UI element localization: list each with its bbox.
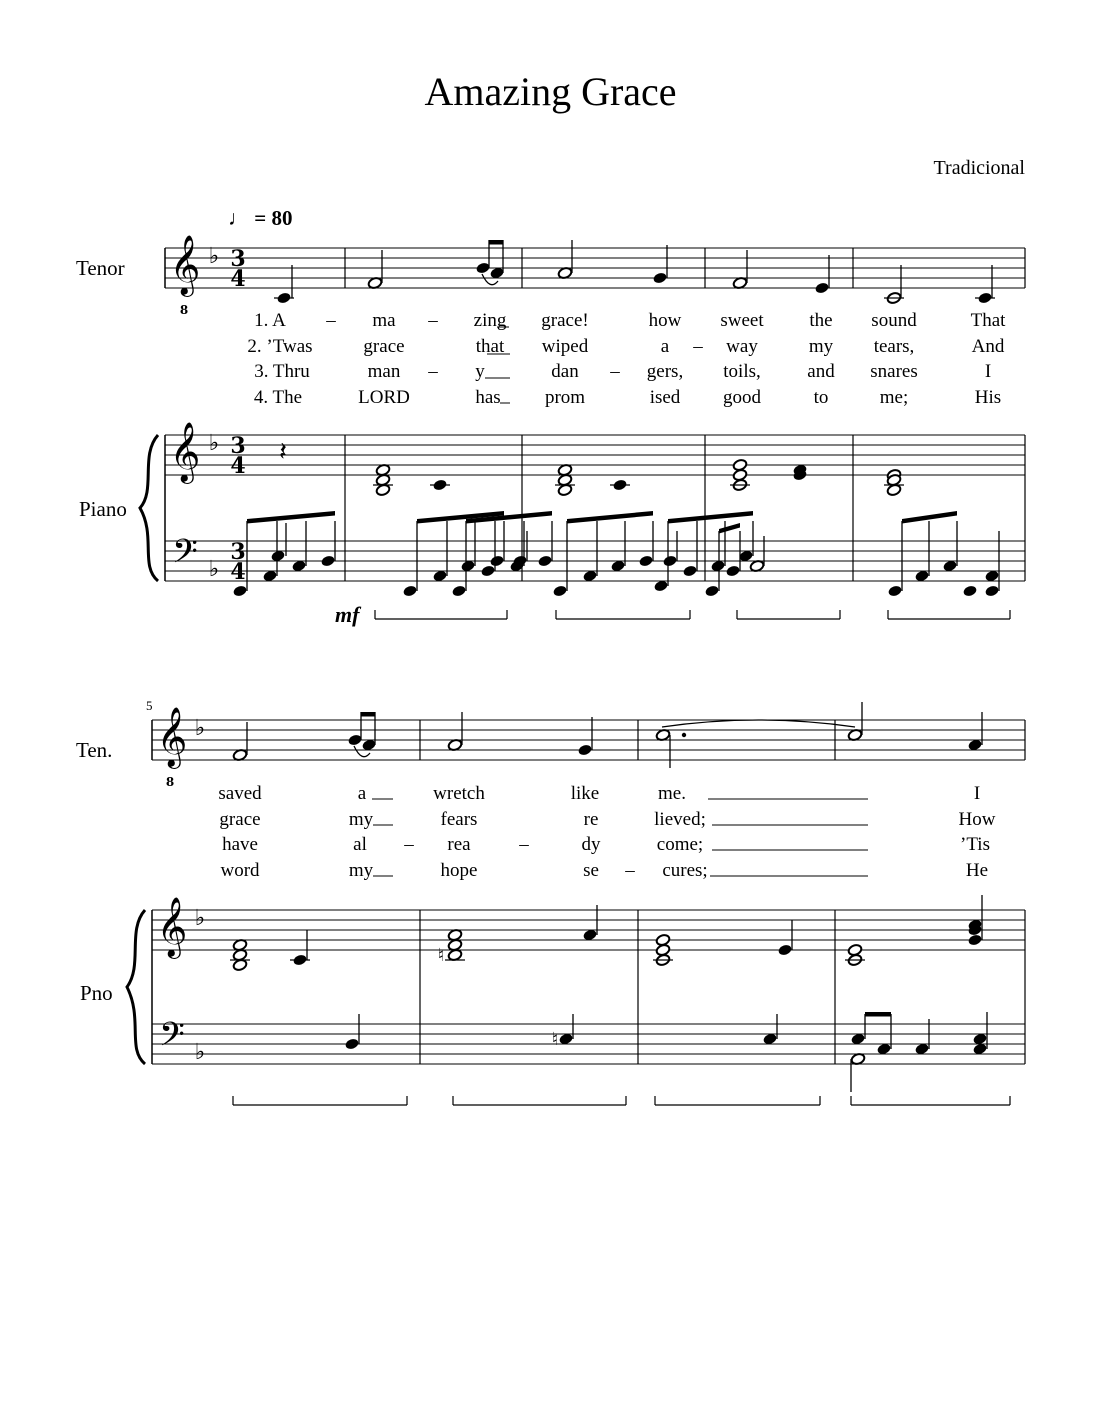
lyric-syllable: grace — [363, 336, 405, 357]
note-head — [962, 584, 977, 597]
flat-sign-icon: ♭ — [194, 1040, 206, 1065]
composer-credit: Tradicional — [933, 157, 1025, 179]
octave-marker: 8 — [165, 775, 175, 789]
lyric-syllable: tears, — [873, 336, 915, 357]
lyric-syllable: me. — [658, 783, 686, 804]
lyric-syllable: y — [475, 361, 485, 382]
lyric-syllable: my — [348, 860, 374, 881]
treble-clef-icon: 𝄞 — [156, 897, 188, 957]
note-head — [814, 281, 829, 294]
beam — [361, 712, 375, 717]
flat-sign-icon: ♭ — [194, 906, 206, 931]
treble-clef-icon: 𝄞 — [156, 707, 188, 767]
instrument-label-piano: Piano — [79, 497, 127, 521]
note-head — [682, 564, 697, 577]
lyric-syllable: prom — [544, 387, 586, 408]
note-head — [577, 743, 592, 756]
note-head — [537, 554, 552, 567]
lyric-syllable: 1. A — [254, 310, 286, 331]
lyric-syllable: fears — [440, 809, 478, 830]
beam — [567, 511, 653, 524]
piano-brace — [127, 910, 145, 1064]
bass-clef-icon: 𝄢 — [172, 533, 198, 579]
lyric-syllable: wiped — [541, 336, 589, 357]
lyric-syllable: And — [971, 336, 1005, 357]
beam — [719, 523, 740, 534]
lyric-syllable: LORD — [358, 387, 410, 408]
time-signature-numerator: 3 — [230, 539, 246, 565]
lyric-syllable: He — [965, 860, 989, 881]
bass-clef-icon: 𝄢 — [159, 1016, 185, 1062]
lyric-syllable: rea — [447, 834, 471, 855]
lyric-syllable: I — [984, 361, 992, 382]
beam — [865, 1012, 891, 1017]
natural-sign-icon: ♮ — [437, 945, 445, 966]
lyric-syllable: my — [808, 336, 834, 357]
note-head — [480, 564, 495, 577]
lyric-syllable: way — [726, 336, 758, 357]
lyric-syllable: a — [660, 336, 670, 357]
note-head — [777, 943, 792, 956]
lyric-syllable: dy — [581, 834, 601, 855]
time-signature-numerator: 3 — [230, 246, 246, 272]
instrument-label-tenor-short: Ten. — [76, 738, 113, 762]
note-head — [552, 584, 567, 597]
lyric-syllable: grace — [219, 809, 261, 830]
lyric-syllable: zing — [473, 310, 507, 331]
time-signature-denominator: 4 — [230, 453, 246, 479]
lyric-syllable: have — [222, 834, 258, 855]
slur — [662, 720, 855, 727]
lyric-syllable: wretch — [433, 783, 485, 804]
lyric-hyphen: – — [428, 310, 438, 331]
beam — [247, 511, 335, 524]
lyric-syllable: hope — [440, 860, 478, 881]
lyric-syllable: 4. The — [253, 387, 303, 408]
treble-clef-icon: 𝄞 — [169, 422, 201, 482]
lyric-syllable: lieved; — [654, 809, 706, 830]
lyric-syllable: how — [648, 310, 682, 331]
lyric-syllable: good — [723, 387, 761, 408]
lyric-syllable: a — [357, 783, 367, 804]
tempo-marking: ♩ = 80 — [228, 206, 293, 230]
note-head — [887, 584, 902, 597]
lyric-syllable: al — [353, 834, 367, 855]
lyric-syllable: toils, — [723, 361, 761, 382]
lyric-hyphen: – — [625, 860, 635, 881]
time-signature-denominator: 4 — [230, 266, 246, 292]
dot — [682, 733, 686, 737]
note-head — [320, 554, 335, 567]
lyric-syllable: like — [570, 783, 600, 804]
note-head — [662, 554, 677, 567]
lyric-syllable: ’Tis — [960, 834, 990, 855]
lyric-hyphen: – — [428, 361, 438, 382]
lyric-syllable: has — [475, 387, 501, 408]
note-head — [704, 584, 719, 597]
note-head — [489, 554, 504, 567]
lyric-syllable: ised — [649, 387, 681, 408]
instrument-label-tenor: Tenor — [76, 256, 125, 280]
beam — [489, 240, 503, 245]
lyric-syllable: re — [583, 809, 599, 830]
lyric-syllable: How — [958, 809, 996, 830]
lyric-syllable: grace! — [541, 310, 589, 331]
lyric-syllable: and — [807, 361, 835, 382]
lyric-syllable: se — [583, 860, 599, 881]
lyric-syllable: word — [220, 860, 260, 881]
flat-sign-icon: ♭ — [208, 244, 220, 269]
lyric-syllable: that — [475, 336, 505, 357]
flat-sign-icon: ♭ — [194, 716, 206, 741]
lyric-syllable: sound — [871, 310, 917, 331]
lyric-syllable: That — [970, 310, 1006, 331]
flat-sign-icon: ♭ — [208, 431, 220, 456]
score-title: Amazing Grace — [424, 69, 677, 114]
octave-marker: 8 — [179, 303, 189, 317]
beam — [668, 511, 753, 524]
lyric-syllable: cures; — [662, 860, 708, 881]
lyric-syllable: the — [809, 310, 833, 331]
note-head — [232, 584, 247, 597]
lyric-syllable: ma — [372, 310, 396, 331]
time-signature-numerator: 3 — [230, 433, 246, 459]
note-head — [451, 584, 466, 597]
note-head — [344, 1037, 359, 1050]
lyric-syllable: come; — [656, 834, 704, 855]
note-head — [967, 933, 982, 946]
lyric-syllable: gers, — [646, 361, 684, 382]
lyric-hyphen: – — [610, 361, 620, 382]
lyric-syllable: me; — [879, 387, 909, 408]
lyric-syllable: 3. Thru — [254, 361, 310, 382]
lyric-hyphen: – — [404, 834, 414, 855]
lyric-syllable: saved — [218, 783, 262, 804]
lyric-hyphen: – — [326, 310, 336, 331]
note-head — [638, 554, 653, 567]
lyric-syllable: to — [813, 387, 829, 408]
lyric-syllable: sweet — [720, 310, 764, 331]
lyric-hyphen: – — [519, 834, 529, 855]
note-head — [652, 271, 667, 284]
lyric-syllable: snares — [870, 361, 918, 382]
flat-sign-icon: ♭ — [208, 557, 220, 582]
natural-sign-icon: ♮ — [551, 1029, 559, 1050]
measure-number: 5 — [146, 698, 153, 713]
note-head — [984, 584, 999, 597]
dynamic-marking: mf — [335, 602, 360, 627]
time-signature-denominator: 4 — [230, 559, 246, 585]
lyric-syllable: His — [974, 387, 1002, 408]
lyric-syllable: I — [973, 783, 981, 804]
lyric-syllable: my — [348, 809, 374, 830]
note-head — [402, 584, 417, 597]
instrument-label-piano-short: Pno — [80, 981, 113, 1005]
quarter-rest-icon: 𝄽 — [279, 437, 287, 467]
lyric-syllable: man — [367, 361, 401, 382]
piano-brace — [140, 435, 158, 581]
lyric-hyphen: – — [693, 336, 703, 357]
lyric-syllable: 2. ’Twas — [247, 336, 313, 357]
note-head — [725, 564, 740, 577]
lyric-syllable: dan — [551, 361, 579, 382]
treble-clef-icon: 𝄞 — [169, 235, 201, 295]
